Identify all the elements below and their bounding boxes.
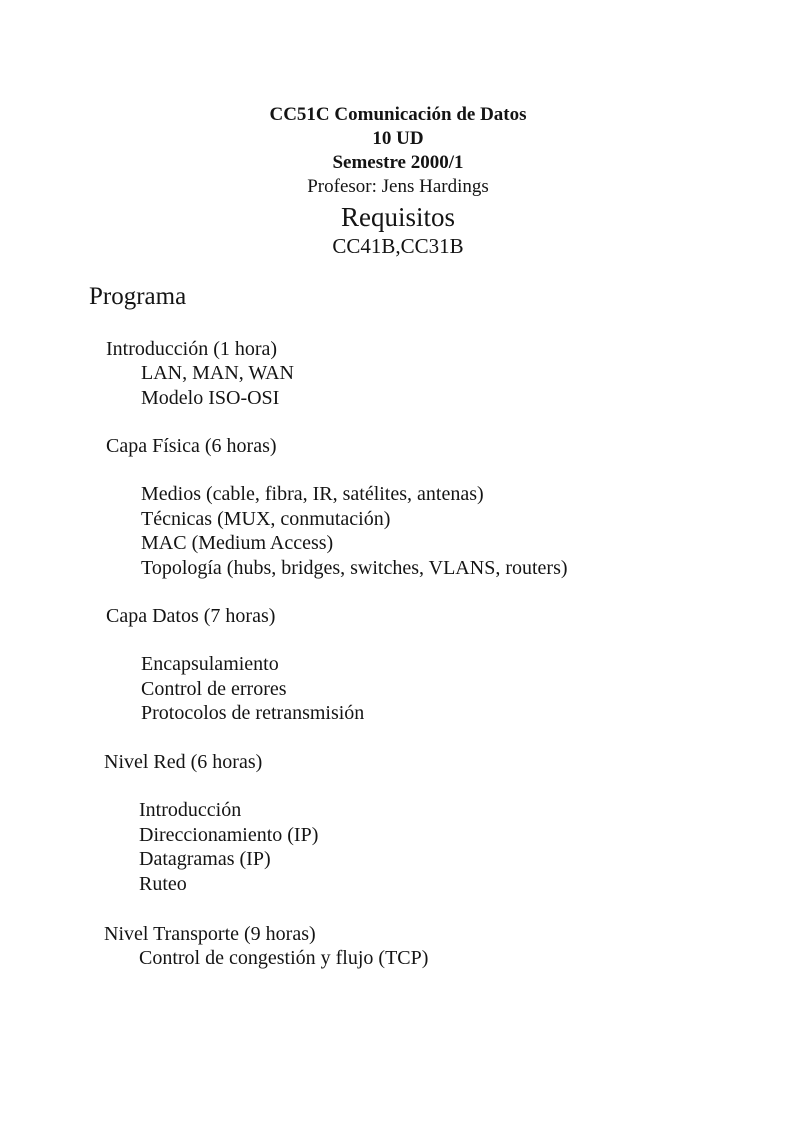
list-item: Modelo ISO-OSI: [141, 386, 280, 409]
program-heading: Programa: [89, 283, 187, 310]
list-item: Introducción: [139, 799, 242, 821]
list-item: Medios (cable, fibra, IR, satélites, antenas): [141, 483, 484, 505]
list-item: Protocolos de retransmisión: [141, 702, 365, 724]
list-item: Técnicas (MUX, conmutación): [141, 507, 391, 530]
course-title: CC51C Comunicación de Datos: [269, 104, 527, 125]
course-semester: Semestre 2000/1: [332, 152, 464, 173]
section-title: Nivel Red (6 horas): [104, 751, 263, 773]
section-nivel-red: [104, 750, 318, 896]
course-units: 10 UD: [372, 128, 424, 149]
requirements-heading: Requisitos: [340, 202, 455, 232]
section-introduccion: [106, 337, 294, 410]
list-item: Datagramas (IP): [139, 848, 271, 870]
section-nivel-transporte: [104, 922, 428, 971]
section-title: Nivel Transporte (9 horas): [104, 923, 316, 945]
section-title: Capa Física (6 horas): [106, 435, 277, 457]
section-items: [106, 482, 568, 580]
section-title: Capa Datos (7 horas): [106, 605, 276, 627]
list-item: Direccionamiento (IP): [139, 823, 319, 846]
section-items: [106, 652, 364, 726]
section-title: Introducción (1 hora): [106, 338, 278, 360]
section-items: [106, 361, 294, 410]
section-capa-fisica: [106, 434, 568, 580]
section-items: [104, 798, 318, 896]
list-item: Encapsulamiento: [141, 653, 279, 675]
requirements-list: CC41B,CC31B: [332, 234, 464, 258]
section-items: [104, 946, 428, 971]
list-item: Control de congestión y flujo (TCP): [139, 947, 429, 969]
list-item: Topología (hubs, bridges, switches, VLANS, routers): [141, 556, 568, 579]
list-item: LAN, MAN, WAN: [141, 362, 294, 384]
list-item: MAC (Medium Access): [141, 532, 334, 554]
course-header: [0, 103, 796, 259]
course-professor: Profesor: Jens Hardings: [307, 176, 489, 197]
section-capa-datos: [106, 604, 364, 726]
list-item: Control de errores: [141, 677, 287, 700]
list-item: Ruteo: [139, 872, 187, 895]
